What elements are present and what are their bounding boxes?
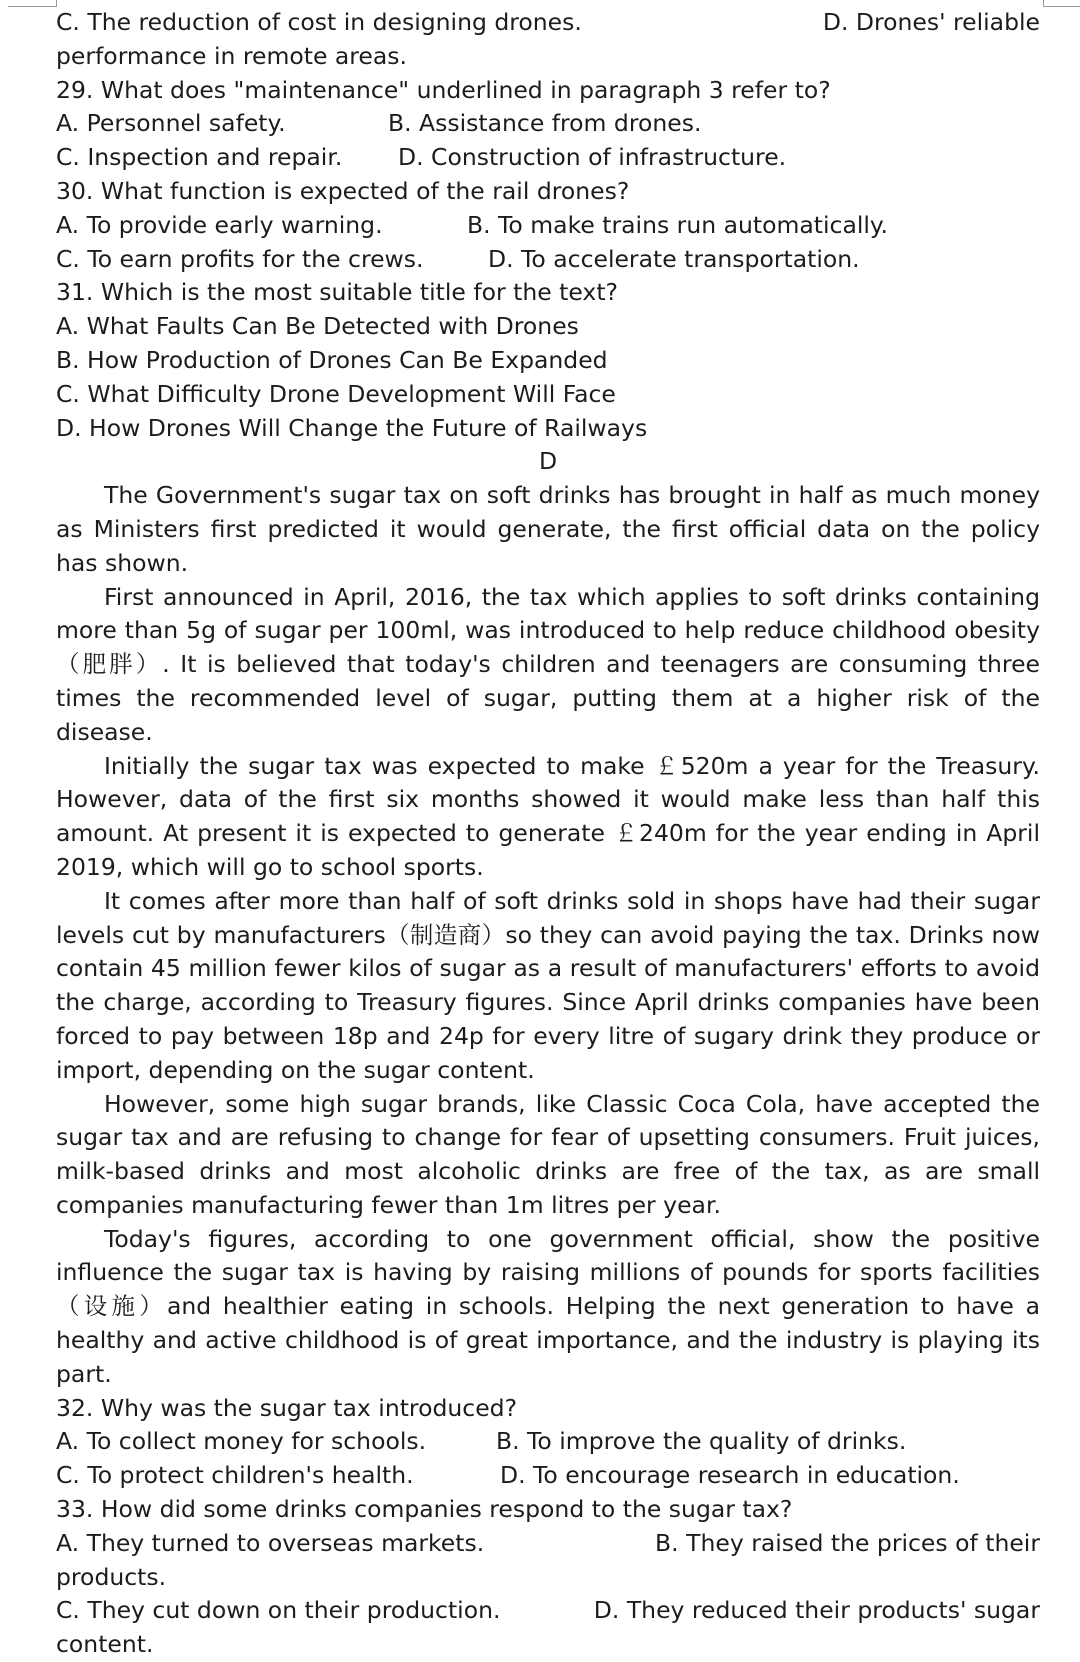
q30-stem: 30. What function is expected of the rail drones? bbox=[56, 176, 630, 205]
q32-options-ab bbox=[56, 1425, 1040, 1459]
q33-options-cd bbox=[56, 1594, 1040, 1628]
q30-options-ab bbox=[56, 209, 1040, 243]
q30-option-d: D. To accelerate transportation. bbox=[488, 244, 860, 273]
q31-stem: 31. Which is the most suitable title for the text? bbox=[56, 278, 619, 307]
q32-option-a: A. To collect money for schools. bbox=[56, 1427, 427, 1456]
passage-paragraph: The Government's sugar tax on soft drinks has brought in half as much money as Ministers first predicted it would generate, the first official data on the policy has shown. bbox=[56, 481, 1040, 577]
q31-option-c: C. What Difficulty Drone Development Will Face bbox=[56, 379, 616, 408]
q32-stem: 32. Why was the sugar tax introduced? bbox=[56, 1393, 518, 1422]
q31-option-a: A. What Faults Can Be Detected with Drones bbox=[56, 312, 579, 341]
q33-option-d-end: content. bbox=[56, 1630, 154, 1659]
q29-option-d: D. Construction of infrastructure. bbox=[398, 143, 787, 172]
q33-option-b-end: products. bbox=[56, 1562, 167, 1591]
passage-paragraph: Today's figures, according to one government official, show the positive influence the sugar tax is having by raising millions of pounds for sports facilities（设施）and healthier eating in schools. Helping the next generation to have a healthy and active childhood is of great importance, and the industry is playing its part. bbox=[56, 1224, 1040, 1388]
passage-heading: D bbox=[538, 447, 558, 476]
passage-paragraph: Initially the sugar tax was expected to make ￡520m a year for the Treasury. However, data of the first six months showed it would make less than half this amount. At present it is expected to generate ￡240m for the year ending in April 2019, which will go to school sports. bbox=[56, 751, 1040, 881]
q33-stem: 33. How did some drinks companies respond to the sugar tax? bbox=[56, 1495, 793, 1524]
q28-option-d-end: performance in remote areas. bbox=[56, 41, 407, 70]
q32-option-d: D. To encourage research in education. bbox=[500, 1461, 960, 1490]
q32-options-cd bbox=[56, 1459, 1040, 1493]
q33-option-c: C. They cut down on their production. bbox=[56, 1596, 501, 1625]
q28-options-cd bbox=[56, 6, 1040, 40]
q29-option-b: B. Assistance from drones. bbox=[388, 109, 702, 138]
passage-paragraph: However, some high sugar brands, like Classic Coca Cola, have accepted the sugar tax and are refusing to change for fear of upsetting consumers. Fruit juices, milk-based drinks and most alcoholic drinks are free of the tax, as are small companies manufacturing fewer than 1m litres per year. bbox=[56, 1089, 1040, 1219]
q30-option-a: A. To provide early warning. bbox=[56, 210, 383, 239]
passage-paragraph: First announced in April, 2016, the tax which applies to soft drinks containing more than 5g of sugar per 100ml, was introduced to help reduce childhood obesity（肥胖）. It is believed that today's children and teenagers are consuming three times the recommended level of sugar, putting them at a higher risk of the disease. bbox=[56, 582, 1040, 746]
q29-option-a: A. Personnel safety. bbox=[56, 109, 286, 138]
q30-option-b: B. To make trains run automatically. bbox=[467, 210, 888, 239]
q28-option-d-start: D. Drones' reliable bbox=[822, 8, 1040, 36]
page-corner-mark-right bbox=[1043, 0, 1080, 7]
exam-page bbox=[56, 0, 1040, 1659]
q32-option-b: B. To improve the quality of drinks. bbox=[496, 1427, 907, 1456]
q28-option-c: C. The reduction of cost in designing drones. bbox=[56, 8, 582, 36]
q29-options-ab bbox=[56, 107, 1040, 141]
q32-option-c: C. To protect children's health. bbox=[56, 1461, 414, 1490]
q29-options-cd bbox=[56, 141, 1040, 175]
q33-option-d-start: D. They reduced their products' sugar bbox=[593, 1596, 1040, 1625]
q30-options-cd bbox=[56, 243, 1040, 277]
q33-options-ab bbox=[56, 1527, 1040, 1561]
q33-option-a: A. They turned to overseas markets. bbox=[56, 1528, 485, 1557]
q33-option-b-start: B. They raised the prices of their bbox=[655, 1528, 1040, 1557]
passage-paragraph: It comes after more than half of soft drinks sold in shops have had their sugar levels cut by manufacturers（制造商）so they can avoid paying the tax. Drinks now contain 45 million fewer kilos of sugar as a result of manufacturers' efforts to avoid the charge, according to Treasury figures. Since April drinks companies have been forced to pay between 18p and 24p for every litre of sugary drink they produce or import, depending on the sugar content. bbox=[56, 886, 1040, 1084]
q31-option-d: D. How Drones Will Change the Future of Railways bbox=[56, 413, 648, 442]
page-corner-mark-left bbox=[8, 0, 57, 7]
q30-option-c: C. To earn profits for the crews. bbox=[56, 244, 424, 273]
q31-option-b: B. How Production of Drones Can Be Expanded bbox=[56, 345, 608, 374]
q29-option-c: C. Inspection and repair. bbox=[56, 143, 343, 172]
q29-stem: 29. What does "maintenance" underlined in paragraph 3 refer to? bbox=[56, 75, 831, 104]
